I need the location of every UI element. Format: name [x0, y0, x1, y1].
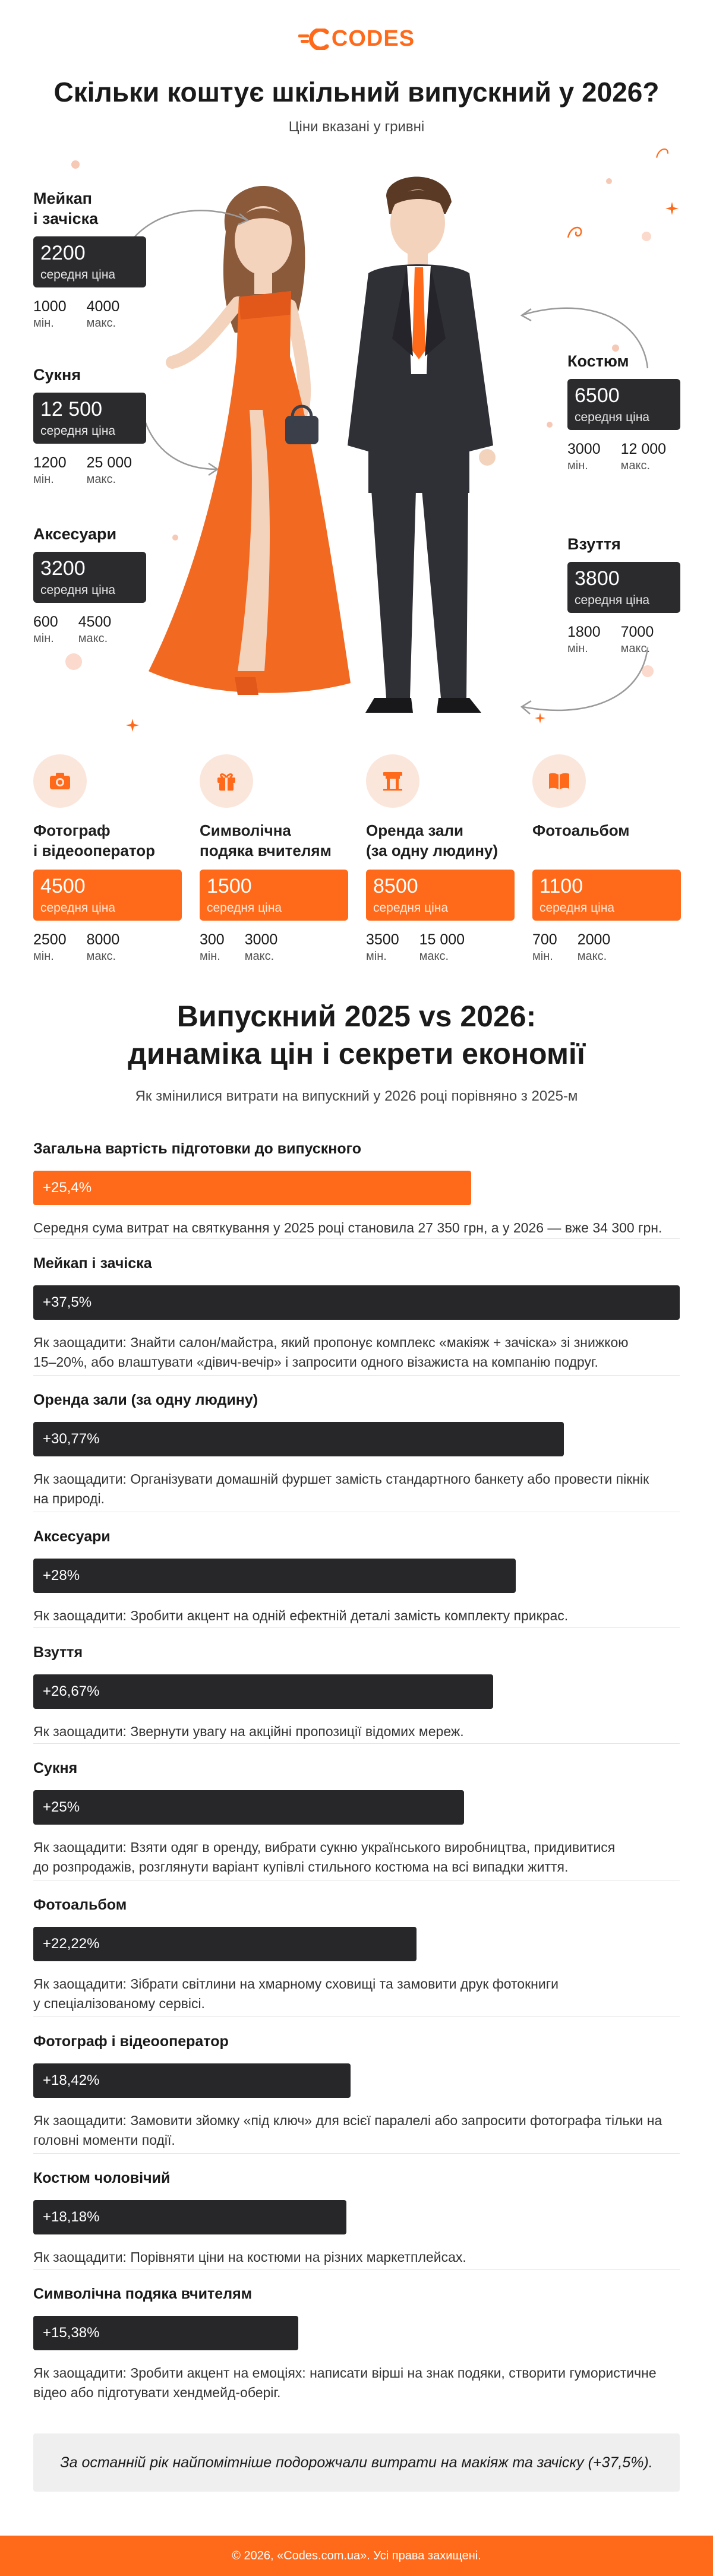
bar-note [33, 1722, 680, 1741]
swirl-icon [654, 143, 674, 163]
bar-value-label: +15,38% [43, 2325, 100, 2341]
min-price: 1800 [567, 623, 601, 640]
bar-value-label: +37,5% [43, 1294, 92, 1310]
min-caption: мін. [33, 631, 54, 645]
bar-category-label: Фотограф і відеооператор [33, 2033, 229, 2050]
row-divider [33, 1375, 680, 1376]
service-photo-album [532, 754, 687, 963]
min-caption: мін. [33, 316, 54, 330]
bar-value-label: +30,77% [43, 1431, 100, 1447]
bar-note-line: відео або підготувати хендмейд-оберіг. [33, 2385, 281, 2401]
avg-price: 12 500 [40, 397, 102, 421]
max-price: 7000 [620, 623, 654, 640]
bar [33, 1285, 680, 1320]
min-price: 600 [33, 613, 58, 630]
min-price: 1200 [33, 454, 67, 471]
bar-value-label: +22,22% [43, 1936, 100, 1952]
bar-note-line: до розпродажів, розглянути варіант купівлі стильного костюма на всі випадки життя. [33, 1859, 569, 1875]
venue-icon [366, 754, 419, 808]
camera-icon [33, 754, 87, 808]
service-photographer [33, 754, 188, 963]
bar-value-label: +25,4% [43, 1180, 92, 1196]
bar-category-label: Аксесуари [33, 1528, 111, 1545]
bar [33, 1790, 464, 1825]
max-price: 25 000 [86, 454, 132, 471]
item-label: Сукня [33, 366, 81, 384]
bar-category-label: Взуття [33, 1644, 83, 1661]
bar-note-line: Як заощадити: Взяти одяг в оренду, вибрати сукню українського виробництва, придивитися [33, 1839, 616, 1855]
price-range [33, 454, 146, 486]
arrow-icon [134, 392, 223, 481]
sparkle-icon [665, 202, 679, 215]
bar-note-line: на природі. [33, 1491, 105, 1507]
min-caption: мін. [532, 950, 553, 963]
row-divider [33, 2153, 680, 2154]
avg-price-box [33, 870, 182, 921]
avg-caption: середня ціна [40, 901, 116, 915]
bar-note [33, 2248, 680, 2267]
price-range [33, 931, 188, 963]
avg-caption: середня ціна [40, 583, 116, 598]
max-caption: макс. [78, 631, 108, 645]
service-label: Символічна подяка вчителям [200, 821, 332, 859]
bar [33, 1422, 564, 1456]
price-range [567, 624, 680, 656]
bar-note-line: головні моменти події. [33, 2132, 175, 2148]
avg-caption: середня ціна [373, 901, 449, 915]
bar-category-label: Фотоальбом [33, 1897, 127, 1913]
bar-note [33, 2111, 680, 2151]
avg-price-box [366, 870, 515, 921]
avg-price: 8500 [373, 875, 418, 897]
bar-note-line: Як заощадити: Порівняти ціни на костюми на різних маркетплейсах. [33, 2249, 466, 2265]
max-price: 2000 [577, 931, 611, 948]
comparison-title: Випускний 2025 vs 2026: динаміка цін і секрети економії [128, 1000, 585, 1070]
bar [33, 1927, 417, 1961]
avg-caption: середня ціна [40, 424, 116, 438]
chart-row [33, 1897, 680, 2014]
min-caption: мін. [567, 641, 588, 655]
max-caption: макс. [86, 472, 116, 486]
avg-caption: середня ціна [575, 410, 650, 425]
min-price: 3500 [366, 931, 399, 948]
bar-note-line: Як заощадити: Зробити акцент на емоціях: написати вірші на знак подяки, створити гумористичне [33, 2365, 657, 2381]
avg-price: 2200 [40, 241, 86, 264]
bar-note-line: Як заощадити: Зібрати світлини на хмарному сховищі та замовити друк фотокниги [33, 1976, 559, 1992]
min-price: 2500 [33, 931, 67, 948]
item-dress [33, 365, 146, 486]
price-range [33, 298, 146, 330]
item-suit [567, 352, 680, 473]
bar-note-line: Як заощадити: Знайти салон/майстра, який пропонує комплекс «макіяж + зачіска» зі знижкою [33, 1335, 629, 1350]
confetti-dot [65, 653, 82, 670]
bar-value-label: +28% [43, 1567, 80, 1583]
min-price: 300 [200, 931, 225, 948]
avg-price: 3800 [575, 567, 620, 590]
chart-row [33, 2033, 680, 2151]
price-range [33, 614, 146, 646]
chart-row [33, 1140, 680, 1238]
bar-note-line: Як заощадити: Замовити зйомку «під ключ» для всієї паралелі або запросити фотографа тільки на [33, 2113, 662, 2128]
item-accessories [33, 524, 146, 646]
avg-price-box [33, 393, 146, 444]
bar-value-label: +25% [43, 1799, 80, 1815]
avg-price: 1100 [540, 875, 583, 897]
avg-price: 1500 [207, 875, 252, 897]
avg-price: 3200 [40, 557, 86, 580]
item-makeup [33, 189, 146, 330]
min-caption: мін. [33, 950, 54, 963]
chart-row [33, 2170, 680, 2267]
max-caption: макс. [620, 459, 651, 472]
chart-row [33, 1760, 680, 1878]
conclusion-note: За останній рік найпомітніше подорожчали витрати на макіяж та зачіску (+37,5%). [33, 2433, 680, 2492]
min-price: 1000 [33, 298, 67, 315]
row-divider [33, 1627, 680, 1628]
chart-row [33, 2286, 680, 2403]
bar-category-label: Загальна вартість підготовки до випускного [33, 1140, 361, 1157]
max-caption: макс. [244, 950, 275, 963]
bar-note [33, 1974, 680, 2014]
bar-note-line: Як заощадити: Організувати домашній фуршет замість стандартного банкету або провести пікнік [33, 1471, 649, 1487]
page-subtitle: Ціни вказані у гривні [288, 119, 425, 135]
min-caption: мін. [567, 459, 588, 472]
price-range [567, 441, 680, 473]
max-price: 8000 [86, 931, 120, 948]
avg-price-box [33, 236, 146, 287]
avg-caption: середня ціна [207, 901, 282, 915]
avg-price-box [33, 552, 146, 603]
service-label: Оренда зали (за одну людину) [366, 821, 499, 859]
row-divider [33, 1238, 680, 1239]
item-label: Взуття [567, 535, 621, 553]
service-teacher-gift [200, 754, 354, 963]
max-price: 4500 [78, 613, 112, 630]
gift-icon [200, 754, 253, 808]
bar-category-label: Костюм чоловічий [33, 2170, 171, 2186]
confetti-dot [606, 178, 612, 184]
bar-category-label: Оренда зали (за одну людину) [33, 1392, 258, 1408]
service-label: Фотограф і відеооператор [33, 821, 156, 859]
price-range [200, 931, 354, 963]
confetti-dot [71, 160, 80, 169]
price-range [532, 931, 687, 963]
service-venue-rent [366, 754, 520, 963]
item-shoes [567, 535, 680, 656]
bar-category-label: Символічна подяка вчителям [33, 2286, 253, 2302]
bar-note-line: Середня сума витрат на святкування у 2025 році становила 27 350 грн, а у 2026 — вже 34 300 грн. [33, 1220, 662, 1235]
bar-note [33, 1333, 680, 1373]
bar [33, 1674, 493, 1709]
max-price: 12 000 [620, 440, 667, 457]
bar-note-line: Як заощадити: Зробити акцент на одній ефектній деталі замість комплекту прикрас. [33, 1608, 569, 1623]
avg-price-box [567, 379, 680, 430]
min-price: 700 [532, 931, 557, 948]
max-price: 4000 [86, 298, 120, 315]
footer: © 2026, «Codes.com.ua». Усі права захищені. [0, 2536, 713, 2576]
bar-value-label: +18,18% [43, 2209, 100, 2225]
item-label: Мейкап і зачіска [33, 189, 99, 227]
max-caption: макс. [620, 641, 651, 655]
bar-note [33, 1469, 680, 1509]
logo-text: CODES [331, 26, 415, 51]
avg-caption: середня ціна [575, 593, 650, 608]
min-caption: мін. [33, 472, 54, 486]
bar-value-label: +26,67% [43, 1683, 100, 1699]
max-caption: макс. [86, 316, 116, 330]
chart-row [33, 1392, 680, 1509]
comparison-subtitle: Як змінилися витрати на випускний у 2026 році порівняно з 2025-м [135, 1088, 578, 1104]
hero-illustration [0, 143, 713, 737]
page-title: Скільки коштує шкільний випускний у 2026? [53, 77, 660, 108]
price-range [366, 931, 520, 963]
bar [33, 2316, 298, 2350]
chart-row [33, 1644, 680, 1741]
bar [33, 1171, 471, 1205]
chart-row [33, 1255, 680, 1373]
bar [33, 2063, 351, 2098]
avg-price-box [532, 870, 681, 921]
bar-category-label: Сукня [33, 1760, 78, 1777]
bar-note [33, 2363, 680, 2403]
swirl-icon [564, 220, 588, 244]
row-divider [33, 2016, 680, 2017]
item-label: Костюм [567, 352, 629, 370]
avg-price-box [200, 870, 348, 921]
avg-price: 4500 [40, 875, 86, 897]
service-label: Фотоальбом [532, 821, 630, 839]
bar-category-label: Мейкап і зачіска [33, 1255, 152, 1272]
max-caption: макс. [86, 950, 116, 963]
max-caption: макс. [577, 950, 607, 963]
bar [33, 1559, 516, 1593]
confetti-dot [642, 232, 651, 241]
bar-note [33, 1838, 680, 1878]
bar-note-line: у спеціалізованому сервісі. [33, 1996, 205, 2012]
logo-mark-icon [298, 29, 329, 50]
album-icon [532, 754, 586, 808]
max-price: 15 000 [419, 931, 465, 948]
avg-price-box [567, 562, 680, 613]
avg-price: 6500 [575, 384, 620, 407]
chart-row [33, 1528, 680, 1626]
bar-value-label: +18,42% [43, 2072, 100, 2088]
bar-note [33, 1218, 680, 1238]
min-caption: мін. [200, 950, 220, 963]
min-caption: мін. [366, 950, 387, 963]
bar-note-line: 15–20%, або влаштувати «дівич-вечір» і запросити одного візажиста на компанію подруг. [33, 1354, 598, 1370]
max-price: 3000 [244, 931, 278, 948]
min-price: 3000 [567, 440, 601, 457]
bar-note [33, 1606, 680, 1626]
row-divider [33, 2269, 680, 2270]
bar-note-line: Як заощадити: Звернути увагу на акційні пропозиції відомих мереж. [33, 1724, 464, 1739]
bar [33, 2200, 346, 2234]
avg-caption: середня ціна [40, 267, 116, 282]
max-caption: макс. [419, 950, 449, 963]
row-divider [33, 1743, 680, 1744]
logo [0, 26, 713, 52]
avg-caption: середня ціна [540, 901, 615, 915]
item-label: Аксесуари [33, 525, 117, 543]
